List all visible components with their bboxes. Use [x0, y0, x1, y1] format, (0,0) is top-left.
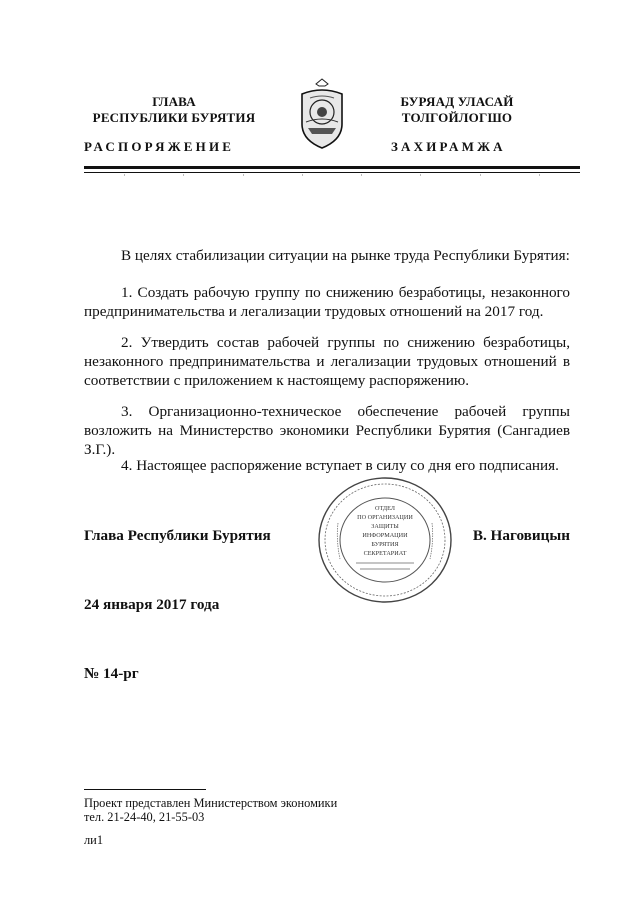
header-left-block: [84, 94, 264, 126]
signature-name: В. Наговицын: [472, 527, 570, 544]
footer-note: [84, 796, 337, 824]
signature-position: Глава Республики Бурятия: [84, 527, 271, 544]
doc-type-ru: РАСПОРЯЖЕНИЕ: [84, 139, 235, 154]
seal-line-2: ПО ОРГАНИЗАЦИИ: [357, 514, 413, 521]
doc-type-bur: ЗАХИРАМЖА: [391, 139, 506, 154]
body-item-1: 1. Создать рабочую группу по снижению безработицы, незаконного предпринимательства и легализации трудовых отношений на 2017 год.: [84, 284, 570, 320]
seal-line-6: СЕКРЕТАРИАТ: [363, 550, 407, 557]
body-item-2: 2. Утвердить состав рабочей группы по снижению безработицы, незаконного предпринимательства и легализации трудовых отношений в соответствии с приложением к настоящему распоряжению.: [84, 334, 570, 389]
footer-line-2: тел. 21-24-40, 21-55-03: [84, 810, 205, 824]
header-dots: [84, 174, 580, 178]
body-intro: В целях стабилизации ситуации на рынке труда Республики Бурятия:: [121, 247, 570, 264]
seal-line-3: ЗАЩИТЫ: [371, 523, 399, 530]
body-item-4: 4. Настоящее распоряжение вступает в силу со дня его подписания.: [121, 457, 559, 474]
header-title-ru-line2: РЕСПУБЛИКИ БУРЯТИЯ: [92, 110, 256, 125]
header-divider-thick: [84, 166, 580, 169]
official-seal-icon: [316, 475, 454, 605]
document-date: 24 января 2017 года: [84, 596, 220, 613]
footer-line-1: Проект представлен Министерством экономики: [84, 796, 338, 810]
header-title-ru-line1: ГЛАВА: [152, 94, 196, 109]
header-title-bur-line1: БУРЯАД УЛАСАЙ: [400, 94, 514, 109]
seal-line-5: БУРЯТИЯ: [371, 541, 399, 548]
body-item-3: 3. Организационно-техническое обеспечение рабочей группы возложить на Министерство экономики Республики Бурятия (Сангадиев З.Г.).: [84, 403, 570, 458]
seal-line-1: ОТДЕЛ: [375, 505, 395, 512]
header-right-block: [382, 94, 532, 126]
footer-divider: [84, 789, 206, 790]
header-title-bur-line2: ТОЛГОЙЛОГШО: [401, 110, 513, 125]
document-number: № 14-рг: [84, 665, 139, 682]
header-divider-thin: [84, 172, 580, 173]
seal-line-4: ИНФОРМАЦИИ: [362, 532, 408, 539]
coat-of-arms-icon: [294, 76, 350, 152]
footer-initials: ли1: [84, 833, 104, 847]
